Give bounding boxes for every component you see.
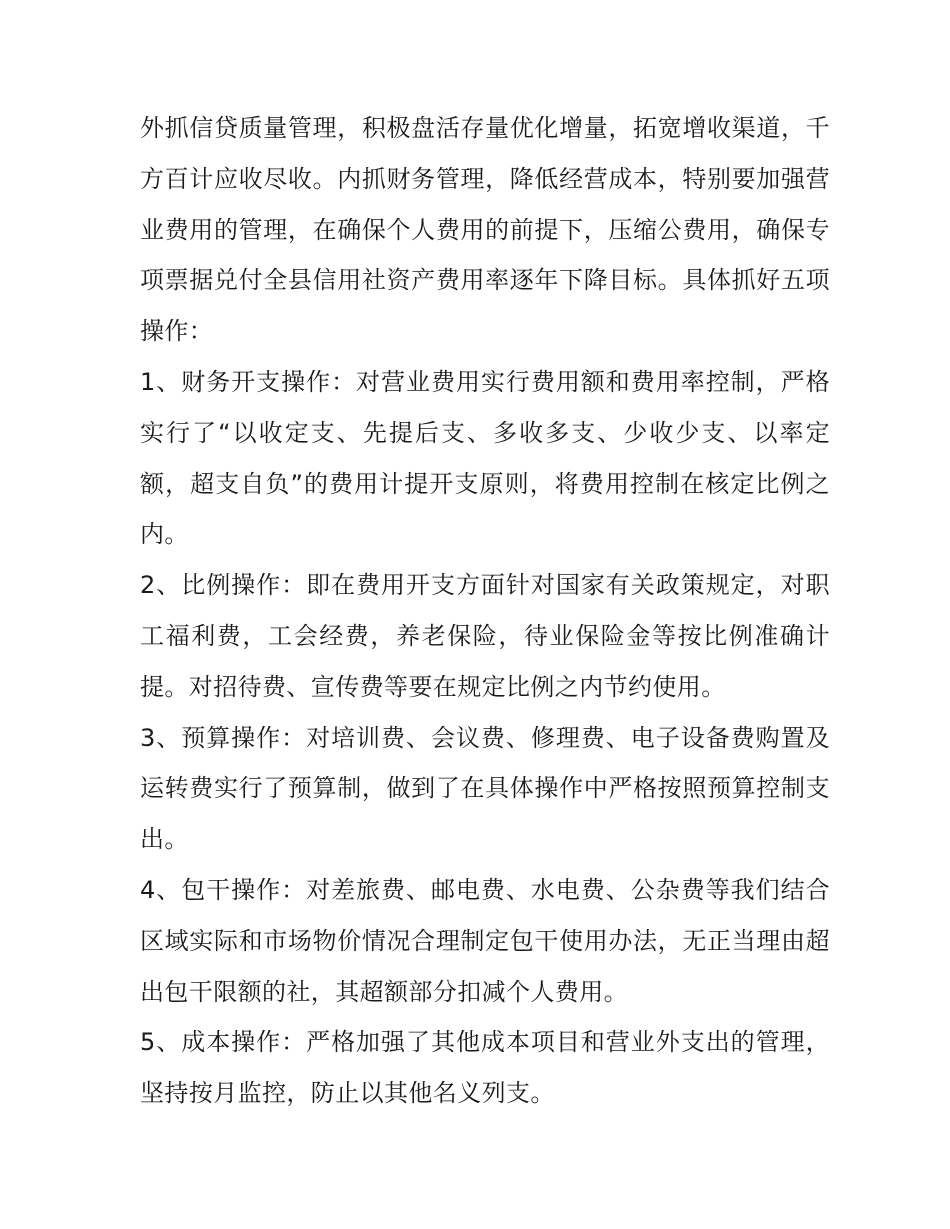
paragraph-item-3: 3、预算操作：对培训费、会议费、修理费、电子设备费购置及运转费实行了预算制，做到了在具体操作中严格按照预算控制支出。 (140, 723, 830, 854)
document-body (140, 103, 830, 1119)
paragraph-item-1: 1、财务开支操作：对营业费用实行费用额和费用率控制，严格实行了“以收定支、先提后支、多收多支、少收少支、以率定额，超支自负”的费用计提开支原则，将费用控制在核定比例之内。 (140, 367, 830, 549)
paragraph-intro: 外抓信贷质量管理，积极盘活存量优化增量，拓宽增收渠道，千方百计应收尽收。内抓财务管理，降低经营成本，特别要加强营业费用的管理，在确保个人费用的前提下，压缩公费用，确保专项票据兑付全县信用社资产费用率逐年下降目标。具体抓好五项操作： (140, 114, 830, 346)
paragraph-item-4: 4、包干操作：对差旅费、邮电费、水电费、公杂费等我们结合区域实际和市场物价情况合理制定包干使用办法，无正当理由超出包干限额的社，其超额部分扣减个人费用。 (140, 875, 830, 1006)
paragraph-item-5: 5、成本操作：严格加强了其他成本项目和营业外支出的管理，坚持按月监控，防止以其他名义列支。 (140, 1028, 830, 1108)
paragraph-item-2: 2、比例操作：即在费用开支方面针对国家有关政策规定，对职工福利费，工会经费，养老保险，待业保险金等按比例准确计提。对招待费、宣传费等要在规定比例之内节约使用。 (140, 571, 830, 701)
